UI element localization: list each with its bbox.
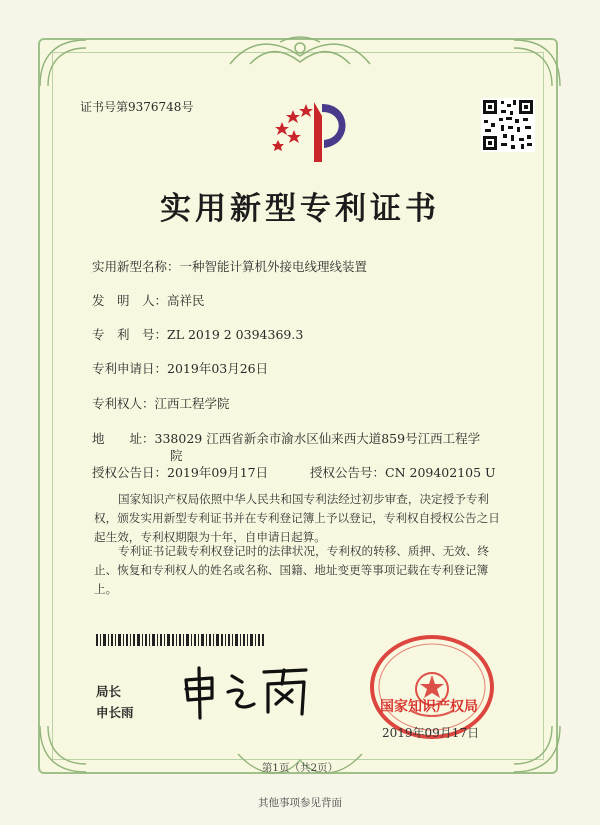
patent-office-logo-icon — [268, 96, 358, 168]
director-name: 申长雨 — [96, 705, 134, 720]
seal-text: 国家知识产权局 — [380, 699, 478, 715]
inventor-label: 发 明 人： — [92, 293, 168, 308]
patent-number-value: ZL 2019 2 0394369.3 — [167, 327, 304, 342]
utility-model-name-label: 实用新型名称： — [92, 259, 180, 274]
grant-number-value: CN 209402105 U — [385, 465, 496, 480]
patentee-row — [92, 394, 230, 412]
filing-date-label: 专利申请日： — [92, 361, 168, 376]
footer-note: 其他事项参见背面 — [258, 797, 342, 809]
handwritten-signature-icon — [178, 662, 318, 722]
top-ornament-icon — [220, 34, 380, 74]
address-value-line-1: 338029 江西省新余市渝水区仙来西大道859号江西工程学 — [154, 431, 481, 446]
corner-ornament-top-left-icon — [36, 36, 92, 92]
address-value-line-2: 院 — [170, 448, 183, 463]
patent-number-row — [92, 325, 303, 343]
utility-model-name-row — [92, 257, 367, 275]
address-row — [92, 429, 480, 447]
patentee-value: 江西工程学院 — [154, 396, 230, 411]
director-title: 局长 — [96, 684, 122, 699]
legal-status-paragraph: 专利证书记载专利权登记时的法律状况，专利权的转移、质押、无效、终止、恢复和专利权人的姓名或名称、国籍、地址变更等事项记载在专利登记簿上。 — [94, 544, 490, 596]
filing-date-row — [92, 359, 268, 377]
certificate-title: 实用新型专利证书 — [160, 191, 440, 227]
patent-number-label: 专 利 号： — [92, 327, 168, 342]
page-number: 第1页（共2页） — [261, 762, 339, 774]
utility-model-name-value: 一种智能计算机外接电线理线装置 — [179, 259, 368, 274]
filing-date-value: 2019年03月26日 — [167, 361, 269, 376]
grant-date-row — [92, 463, 268, 481]
seal-date: 2019年09月17日 — [382, 726, 480, 740]
inventor-row — [92, 291, 205, 309]
address-label: 地 址： — [92, 431, 155, 446]
grant-number-label: 授权公告号： — [310, 465, 386, 480]
corner-ornament-top-right-icon — [508, 36, 564, 92]
grant-date-value: 2019年09月17日 — [167, 465, 269, 480]
grant-statement-paragraph: 国家知识产权局依照中华人民共和国专利法经过初步审查，决定授予专利权，颁发实用新型专利证书并在专利登记簿上予以登记，专利权自授权公告之日起生效，专利权期限为十年，自申请日起算。 — [94, 492, 500, 544]
grant-date-label: 授权公告日： — [92, 465, 168, 480]
barcode-icon — [96, 634, 264, 646]
certificate-number: 证书号第9376748号 — [80, 100, 194, 114]
patentee-label: 专利权人： — [92, 396, 155, 411]
inventor-value: 高祥民 — [167, 293, 205, 308]
grant-number-row — [310, 463, 496, 481]
qr-code-icon — [481, 98, 535, 152]
